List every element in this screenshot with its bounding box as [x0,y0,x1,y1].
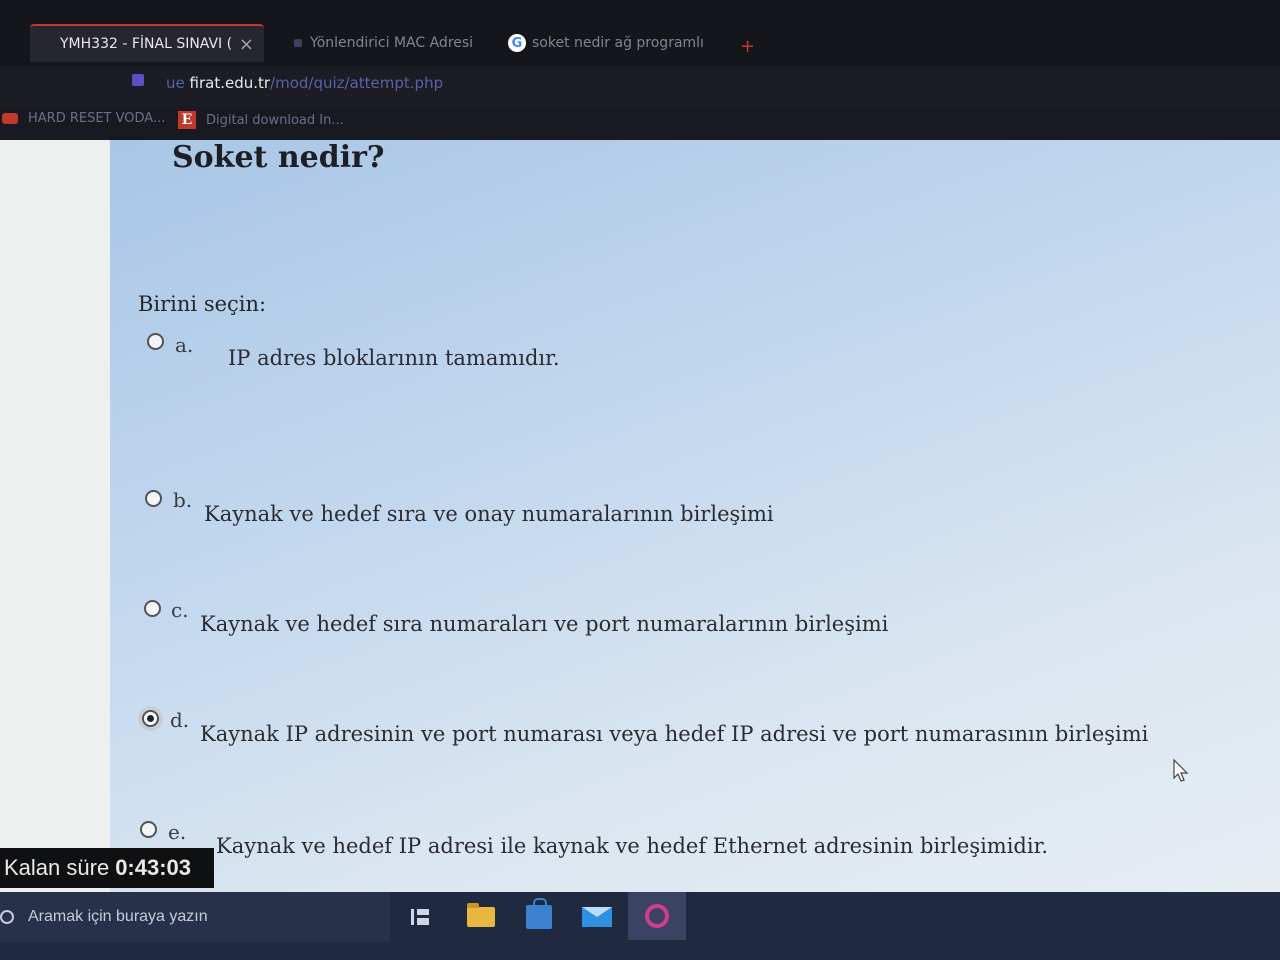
mouse-cursor-icon [1172,758,1190,784]
left-column [0,140,110,892]
option-b-text[interactable]: Kaynak ve hedef sıra ve onay numaralarının birleşimi [204,502,774,526]
url-prefix: ue [166,74,190,92]
option-letter: a. [175,333,194,357]
answer-prompt: Birini seçin: [138,292,267,316]
bookmark-digital-download[interactable] [178,111,344,129]
question-text: Soket nedir? [172,140,385,175]
option-letter: c. [171,598,189,622]
search-placeholder: Aramak için buraya yazın [28,908,208,925]
google-icon: G [508,34,526,52]
tab-mac-adresi[interactable] [276,24,514,62]
e-logo-icon: E [178,111,196,129]
new-tab-button[interactable]: + [740,36,756,57]
taskbar-search[interactable] [0,892,390,942]
page-icon [294,39,302,47]
timer-label: Kalan süre [4,855,110,880]
url-host: firat.edu.tr [189,74,271,92]
option-letter: e. [168,820,187,844]
youtube-icon [2,113,18,124]
option-a-text[interactable]: IP adres bloklarının tamamıdır. [228,346,560,370]
tab-label: Yönlendirici MAC Adresi [310,35,474,51]
store-icon[interactable] [524,902,554,932]
tab-label: YMH332 - FİNAL SINAVI ( [60,36,233,52]
file-explorer-icon[interactable] [466,902,496,932]
option-d-text[interactable]: Kaynak IP adresinin ve port numarası veya hedef IP adresi ve port numarasının birleşimi [200,722,1149,746]
site-info-icon[interactable] [132,74,144,86]
radio-option-c[interactable] [144,600,161,617]
option-c-text[interactable]: Kaynak ve hedef sıra numaraları ve port numaralarının birleşimi [200,612,889,636]
option-letter: b. [173,488,193,512]
bookmark-label: HARD RESET VODA... [28,111,166,126]
timer-value: 0:43:03 [115,855,192,880]
bookmark-hard-reset[interactable] [2,111,165,126]
radio-option-b[interactable] [145,490,162,507]
tab-label: soket nedir ağ programlı [532,35,704,51]
search-icon [0,910,14,924]
tab-soket-nedir[interactable] [506,24,716,62]
task-view-icon[interactable] [405,902,435,932]
url-text[interactable] [166,74,443,92]
close-icon[interactable]: × [238,33,254,55]
radio-option-a[interactable] [147,333,164,350]
option-letter: d. [170,708,190,732]
radio-option-e[interactable] [140,821,157,838]
time-remaining [0,848,214,888]
radio-option-d[interactable] [142,710,159,727]
mail-icon[interactable] [582,902,612,932]
bookmark-label: Digital download In... [206,112,344,128]
url-path: /mod/quiz/attempt.php [270,74,444,92]
tab-final-sinavi[interactable] [30,24,264,62]
option-e-text[interactable]: Kaynak ve hedef IP adresi ile kaynak ve hedef Ethernet adresinin birleşimidir. [216,834,1049,858]
opera-icon[interactable] [628,892,686,940]
